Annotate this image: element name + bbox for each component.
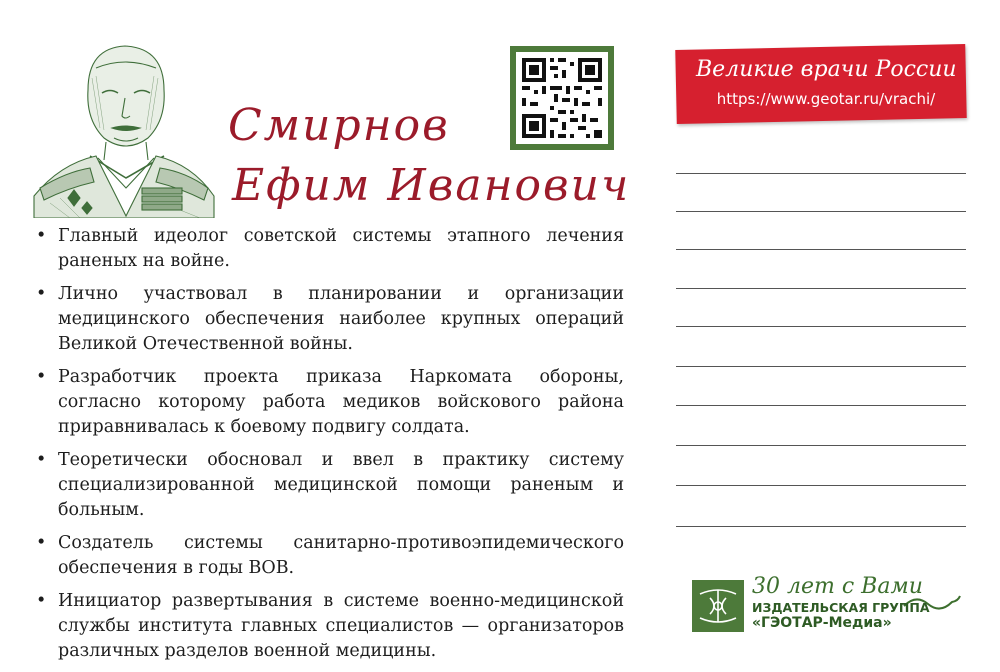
bullet: • [36, 533, 47, 553]
fact-text: Лично участвовал в планировании и организации медицинского обеспечения наиболее крупных операций Великой Отечественной войны. [58, 284, 624, 354]
fact-text: Создатель системы санитарно-противоэпидемического обеспечения в годы ВОВ. [58, 533, 624, 578]
address-line [676, 405, 966, 406]
list-item [36, 365, 624, 440]
list-item [36, 282, 624, 357]
address-line [676, 326, 966, 327]
publisher-emblem-icon [692, 580, 744, 632]
fact-text: Теоретически обосновал и ввел в практику систему специализированной медицинской помощи раненым и больным. [58, 450, 624, 520]
address-line [676, 173, 966, 174]
given-names: Ефим Иванович [232, 160, 631, 211]
qr-code-icon [510, 46, 614, 150]
list-item [36, 224, 624, 274]
bullet: • [36, 284, 47, 304]
address-line [676, 366, 966, 367]
bullet: • [36, 450, 47, 470]
address-line [676, 211, 966, 212]
bullet: • [36, 367, 47, 387]
surname: Смирнов [228, 100, 450, 151]
address-line [676, 526, 966, 527]
list-item [36, 531, 624, 581]
portrait-image [30, 38, 215, 218]
address-line [676, 288, 966, 289]
bullet: • [36, 591, 47, 611]
banner-title: Великие врачи России [696, 57, 957, 82]
publisher-group: ИЗДАТЕЛЬСКАЯ ГРУППА [752, 600, 930, 615]
series-banner [676, 47, 966, 121]
list-item [36, 589, 624, 664]
bullet: • [36, 226, 47, 246]
publisher-brand: «ГЭОТАР-Медиа» [752, 615, 892, 631]
banner-url[interactable]: https://www.geotar.ru/vrachi/ [716, 90, 936, 108]
list-item [36, 448, 624, 523]
fact-text: Главный идеолог советской системы этапного лечения раненых на войне. [58, 226, 624, 271]
fact-text: Разработчик проекта приказа Наркомата обороны, согласно которому работа медиков войскового района приравнивалась к боевому подвигу солдата. [58, 367, 624, 437]
address-line [676, 249, 966, 250]
address-line [676, 445, 966, 446]
address-line [676, 485, 966, 486]
fact-text: Инициатор развертывания в системе военно-медицинской службы института главных специалистов — организаторов различных разделов военной медицины. [58, 591, 624, 661]
anniversary-text: 30 лет с Вами [752, 574, 923, 599]
banner-background [675, 44, 966, 124]
facts-list [36, 224, 624, 672]
